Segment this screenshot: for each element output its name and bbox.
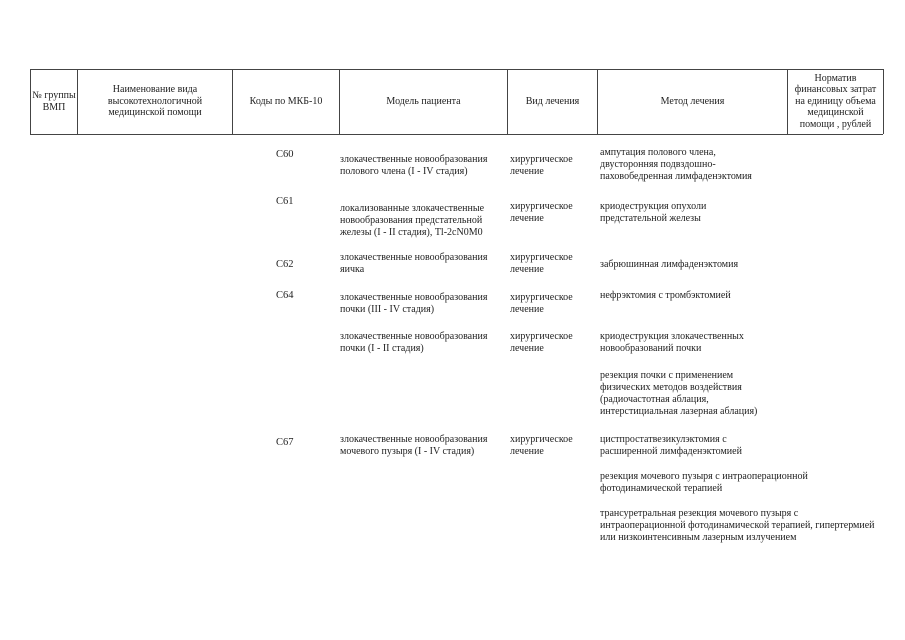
header-treatment-kind-text: Вид лечения bbox=[525, 95, 580, 107]
treatment-method: трансуретральная резекция мочевого пузыря с интраоперационной фотодинамической терапией, гипертермией или низкоинтенсивным лазерным излучением bbox=[600, 508, 875, 543]
treatment-method: криодеструкция опухоли предстательной железы bbox=[600, 201, 707, 224]
header-divider bbox=[883, 69, 884, 134]
patient-model: злокачественные новообразования яичка bbox=[340, 252, 488, 275]
header-group-number-text: № группы ВМП bbox=[32, 90, 76, 113]
icd-code: С62 bbox=[276, 259, 294, 270]
treatment-method: забрюшинная лимфаденэктомия bbox=[600, 259, 739, 270]
treatment-method: резекция мочевого пузыря с интраоперационной фотодинамической терапией bbox=[600, 471, 808, 494]
header-care-type bbox=[78, 69, 232, 134]
patient-model: злокачественные новообразования почки (III - IV стадия) bbox=[340, 292, 488, 315]
treatment-method: цистпростатвезикулэктомия с расширенной лимфаденэктомией bbox=[600, 434, 742, 457]
treatment-kind: хирургическое лечение bbox=[510, 252, 573, 275]
patient-model: локализованные злокачественные новообразования предстательной железы (I - II стадия), Tl-2cN0M0 bbox=[340, 203, 485, 238]
header-icd-codes bbox=[233, 69, 339, 134]
header-patient-model bbox=[340, 69, 507, 134]
treatment-method: резекция почки с применением физических методов воздействия (радиочастотная аблация, интерстициальная лазерная аблация) bbox=[600, 370, 758, 417]
treatment-method: криодеструкция злокачественных новообразований почки bbox=[600, 331, 744, 354]
header-icd-codes-text: Коды по МКБ-10 bbox=[249, 95, 323, 107]
patient-model: злокачественные новообразования почки (I - II стадия) bbox=[340, 331, 488, 354]
header-treatment-kind bbox=[508, 69, 597, 134]
header-care-type-text: Наименование вида высокотехнологичной медицинской помощи bbox=[107, 84, 203, 119]
icd-code: С60 bbox=[276, 149, 294, 160]
icd-code: С64 bbox=[276, 290, 294, 301]
header-cost-norm-text: Норматив финансовых затрат на единицу объема медицинской помощи , рублей bbox=[794, 72, 877, 130]
treatment-method: ампутация полового члена, двусторонняя подвздошно-паховобедренная лимфаденэктомия bbox=[600, 147, 752, 182]
header-group-number bbox=[31, 69, 77, 134]
header-cost-norm bbox=[788, 69, 883, 134]
icd-code: С61 bbox=[276, 196, 294, 207]
treatment-method: нефрэктомия с тромбэктомией bbox=[600, 290, 731, 301]
header-treatment-method-text: Метод лечения bbox=[660, 95, 725, 107]
header-patient-model-text: Модель пациента bbox=[386, 95, 461, 107]
treatment-kind: хирургическое лечение bbox=[510, 154, 573, 177]
treatment-kind: хирургическое лечение bbox=[510, 434, 573, 457]
patient-model: злокачественные новообразования мочевого пузыря (I - IV стадия) bbox=[340, 434, 488, 457]
patient-model: злокачественные новообразования полового члена (I - IV стадия) bbox=[340, 154, 488, 177]
icd-code: С67 bbox=[276, 437, 294, 448]
header-bottom-rule bbox=[30, 134, 883, 135]
treatment-kind: хирургическое лечение bbox=[510, 331, 573, 354]
header-treatment-method bbox=[598, 69, 787, 134]
treatment-kind: хирургическое лечение bbox=[510, 292, 573, 315]
treatment-kind: хирургическое лечение bbox=[510, 201, 573, 224]
